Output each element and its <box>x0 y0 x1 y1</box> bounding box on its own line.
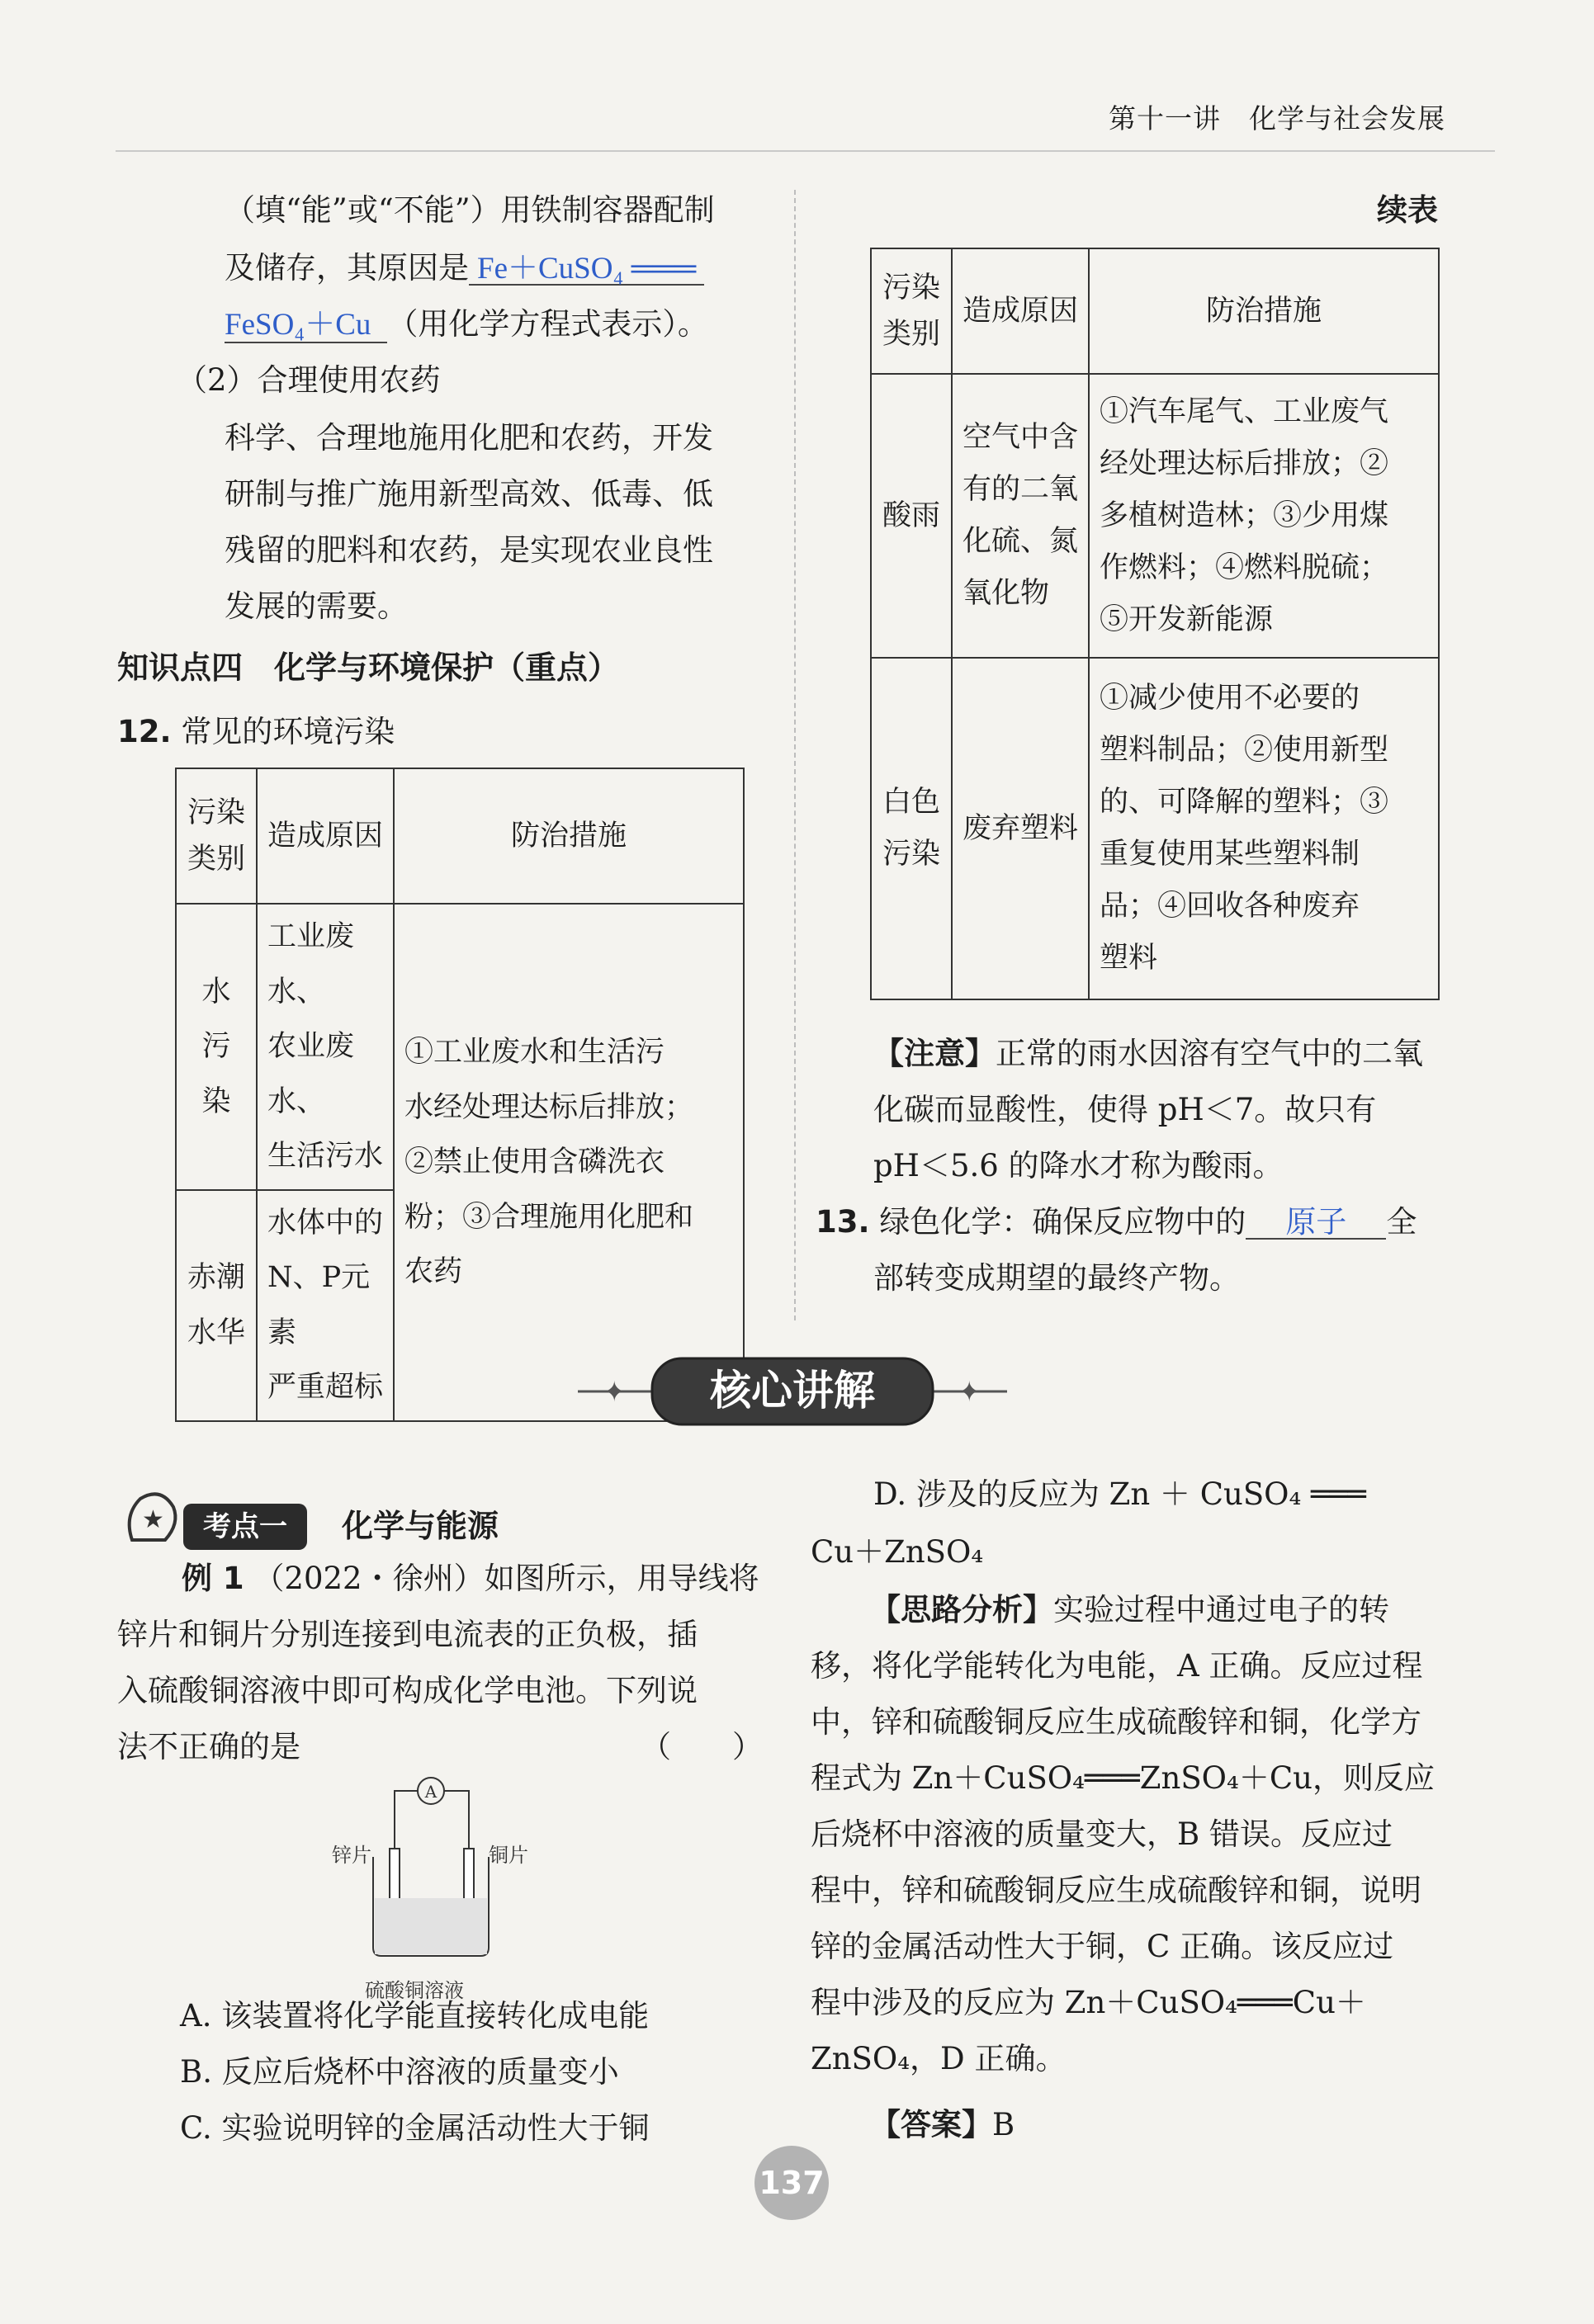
section-banner <box>570 1352 1015 1431</box>
svg-text:★: ★ <box>142 1505 164 1534</box>
lamp-icon <box>116 1482 185 1556</box>
analysis-line: ZnSO₄，D 正确。 <box>811 2041 1067 2076</box>
item-heading: （2）合理使用农药 <box>177 362 441 398</box>
pollution-table-left <box>175 768 745 1422</box>
item-12: 12. 常见的环境污染 <box>117 714 395 749</box>
paragraph-line: 科学、合理地施用化肥和农药，开发 <box>225 420 713 456</box>
table-header: 防治措施 <box>394 768 744 904</box>
answer-blank-1: Fe＋CuSO₄ ═══ <box>469 253 704 286</box>
analysis-line: 程中涉及的反应为 Zn＋CuSO₄═══Cu＋ <box>811 1985 1366 2020</box>
table-header: 造成原因 <box>952 248 1089 374</box>
continued-label: 续表 <box>1377 192 1438 228</box>
note-line: 化碳而显酸性，使得 pH＜7。故只有 <box>873 1092 1377 1127</box>
header-divider <box>116 150 1495 152</box>
section-heading: 知识点四 化学与环境保护（重点） <box>117 649 620 686</box>
analysis-line: 移，将化学能转化为电能，A 正确。反应过程 <box>811 1648 1423 1684</box>
table-cell: 废弃塑料 <box>952 658 1089 999</box>
option-a: A. 该装置将化学能直接转化成电能 <box>180 1998 650 2034</box>
table-cell: 工业废水、 农业废水、 生活污水 <box>257 904 394 1190</box>
paragraph-line: 残留的肥料和农药，是实现农业良性 <box>225 532 713 568</box>
option-c: C. 实验说明锌的金属活动性大于铜 <box>180 2110 650 2146</box>
table-cell: 赤潮 水华 <box>176 1190 257 1421</box>
option-b: B. 反应后烧杯中溶液的质量变小 <box>180 2054 619 2090</box>
table-header: 污染 类别 <box>176 768 257 904</box>
pollution-table-right <box>870 248 1440 1000</box>
star-icon: ✦ <box>958 1376 981 1409</box>
answer-bracket: （ ） <box>641 1729 763 1764</box>
solution <box>375 1898 487 1954</box>
paragraph-line: 研制与推广施用新型高效、低毒、低 <box>225 476 713 512</box>
paragraph-line: 发展的需要。 <box>225 588 408 624</box>
table-cell: 水体中的 N、P元素 严重超标 <box>257 1190 394 1421</box>
analysis-line: 后烧杯中溶液的质量变大，B 错误。反应过 <box>811 1816 1393 1852</box>
table-cell: 水 污 染 <box>176 904 257 1190</box>
kaodian-title: 化学与能源 <box>342 1508 499 1544</box>
battery-diagram <box>324 1774 571 2022</box>
star-icon: ✦ <box>603 1376 627 1409</box>
analysis-line: 【思路分析】实验过程中通过电子的转 <box>870 1592 1389 1627</box>
table-cell: 酸雨 <box>871 374 952 658</box>
text-line: 及储存，其原因是 Fe＋CuSO₄ ═══ <box>225 253 704 286</box>
solution-label: 硫酸铜溶液 <box>365 1979 464 2002</box>
example-line: 锌片和铜片分别连接到电流表的正负极，插 <box>117 1617 698 1652</box>
text-line: （填“能”或“不能”）用铁制容器配制 <box>225 192 715 228</box>
note-line: pH＜5.6 的降水才称为酸雨。 <box>873 1148 1284 1183</box>
table-header: 造成原因 <box>257 768 394 904</box>
answer-line: 【答案】B <box>870 2107 1015 2142</box>
text-line: FeSO₄＋Cu （用化学方程式表示）。 <box>225 306 708 342</box>
table-cell: ①减少使用不必要的 塑料制品；②使用新型 的、可降解的塑料；③ 重复使用某些塑料制 品；④回收各种废弃 塑料 <box>1089 658 1439 999</box>
analysis-line: 中，锌和硫酸铜反应生成硫酸锌和铜，化学方 <box>811 1704 1421 1740</box>
table-cell: ①工业废水和生活污 水经处理达标后排放； ②禁止使用含磷洗衣 粉；③合理施用化肥和 农药 <box>394 904 744 1421</box>
option-d-cont: Cu＋ZnSO₄ <box>811 1534 984 1570</box>
analysis-line: 程式为 Zn＋CuSO₄═══ZnSO₄＋Cu，则反应 <box>811 1760 1435 1796</box>
column-divider <box>794 190 796 1320</box>
table-header: 防治措施 <box>1089 248 1439 374</box>
analysis-line: 锌的金属活动性大于铜，C 正确。该反应过 <box>811 1929 1394 1964</box>
answer-blank-3: 原子 <box>1246 1207 1386 1240</box>
kaodian-label: 考点一 <box>183 1504 307 1550</box>
note-line: 【注意】正常的雨水因溶有空气中的二氧 <box>873 1036 1423 1071</box>
page-header: 第十一讲 化学与社会发展 <box>1109 102 1445 135</box>
table-cell: ①汽车尾气、工业废气 经处理达标后排放；② 多植树造林；③少用煤 作燃料；④燃料脱硫； ⑤开发新能源 <box>1089 374 1439 658</box>
answer-blank-2: FeSO₄＋Cu <box>225 309 387 343</box>
table-header: 污染 类别 <box>871 248 952 374</box>
zinc-label: 锌片 <box>332 1844 371 1867</box>
option-d: D. 涉及的反应为 Zn ＋ CuSO₄ ═══ <box>873 1476 1366 1512</box>
table-cell: 空气中含 有的二氧 化硫、氮 氧化物 <box>952 374 1089 658</box>
example-line: 例 1 （2022・徐州）如图所示，用导线将 <box>182 1561 759 1596</box>
item-13: 13. 绿色化学：确保反应物中的 原子 全 <box>816 1204 1417 1240</box>
banner-text: 核心讲解 <box>710 1367 875 1415</box>
example-line: 入硫酸铜溶液中即可构成化学电池。下列说 <box>117 1673 698 1708</box>
analysis-line: 程中，锌和硫酸铜反应生成硫酸锌和铜，说明 <box>811 1873 1421 1908</box>
copper-label: 铜片 <box>489 1844 528 1867</box>
ammeter-label: A <box>424 1782 438 1802</box>
table-cell: 白色 污染 <box>871 658 952 999</box>
text-line: 部转变成期望的最终产物。 <box>873 1260 1240 1296</box>
example-line: 法不正确的是 <box>117 1729 300 1764</box>
page-number: 137 <box>754 2146 829 2220</box>
